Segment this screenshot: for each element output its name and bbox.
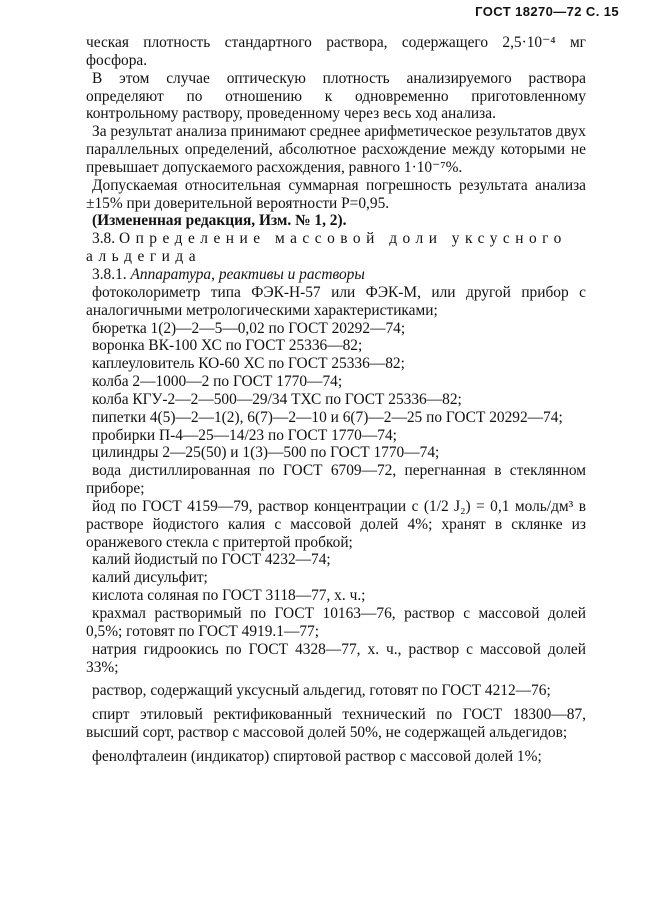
list-item: воронка ВК-100 ХС по ГОСТ 25336—82; xyxy=(92,337,363,355)
list-item: раствор, содержащий уксусный альдегид, готовят по ГОСТ 4212—76; xyxy=(92,682,551,700)
body-text xyxy=(86,34,586,766)
paragraph-continuation: ческая плотность стандартного раствора, содержащего 2,5·10⁻⁴ мг фосфора. xyxy=(86,34,586,69)
list-item: кислота соляная по ГОСТ 3118—77, х. ч.; xyxy=(92,587,366,605)
section-3-8-title: Определение массовой доли уксусного альдегида xyxy=(86,230,567,266)
paragraph-error: Допускаемая относительная суммарная погрешность результата анализа ±15% при доверительной вероятности P=0,95. xyxy=(86,176,586,212)
list-item: спирт этиловый ректификованный технический по ГОСТ 18300—87, высший сорт, раствор с массовой долей 50%, не содержащей альдегидов; xyxy=(86,706,586,742)
list-item: колба 2—1000—2 по ГОСТ 1770—74; xyxy=(92,373,343,391)
list-item: калий йодистый по ГОСТ 4232—74; xyxy=(92,551,331,569)
amendment-note: (Измененная редакция, Изм. № 1, 2). xyxy=(92,212,347,230)
list-item: вода дистиллированная по ГОСТ 6709—72, перегнанная в стеклянном приборе; xyxy=(86,462,586,498)
list-item: каплеуловитель КО-60 ХС по ГОСТ 25336—82; xyxy=(92,355,405,373)
section-3-8-1-heading xyxy=(86,266,586,284)
list-item: натрия гидроокись по ГОСТ 4328—77, х. ч., раствор с массовой долей 33%; xyxy=(86,640,586,676)
list-item: калий дисульфит; xyxy=(92,569,208,587)
section-3-8-1-title: Аппаратура, реактивы и растворы xyxy=(130,265,365,283)
list-item: колба КГУ-2—2—500—29/34 ТХС по ГОСТ 25336—82; xyxy=(92,390,462,408)
list-item: пробирки П-4—25—14/23 по ГОСТ 1770—74; xyxy=(92,426,397,444)
list-item: пипетки 4(5)—2—1(2), 6(7)—2—10 и 6(7)—2—25 по ГОСТ 20292—74; xyxy=(92,408,563,426)
paragraph-result: За результат анализа принимают среднее арифметическое результатов двух параллельных определений, абсолютное расхождение между которыми не превышает допускаемого расхождения, равного 1·10⁻⁷%. xyxy=(86,123,586,176)
list-item: фенолфталеин (индикатор) спиртовой раствор с массовой долей 1%; xyxy=(92,747,542,765)
paragraph-control-solution: В этом случае оптическую плотность анализируемого раствора определяют по отношению к одновременно приготовленному контрольному раствору, проведенному через весь ход анализа. xyxy=(86,69,586,123)
section-3-8-number: 3.8. xyxy=(92,230,116,248)
list-item: фотоколориметр типа ФЭК-Н-57 или ФЭК-М, или другой прибор с аналогичными метрологическими характеристиками; xyxy=(86,283,586,319)
section-3-8-1-number: 3.8.1. xyxy=(92,265,127,283)
list-item: крахмал растворимый по ГОСТ 10163—76, раствор с массовой долей 0,5%; готовят по ГОСТ 4919.1—77; xyxy=(86,605,586,640)
list-item: бюретка 1(2)—2—5—0,02 по ГОСТ 20292—74; xyxy=(92,319,406,337)
section-3-8-heading xyxy=(86,230,586,266)
page-header: ГОСТ 18270—72 С. 15 xyxy=(475,4,619,19)
list-item: цилиндры 2—25(50) и 1(3)—500 по ГОСТ 1770—74; xyxy=(92,444,440,462)
list-item: йод по ГОСТ 4159—79, раствор концентрации с (1/2 J₂) = 0,1 моль/дм³ в растворе йодистого калия с массовой долей 4%; хранят в склянке из оранжевого стекла с притертой пробкой; xyxy=(86,497,586,551)
